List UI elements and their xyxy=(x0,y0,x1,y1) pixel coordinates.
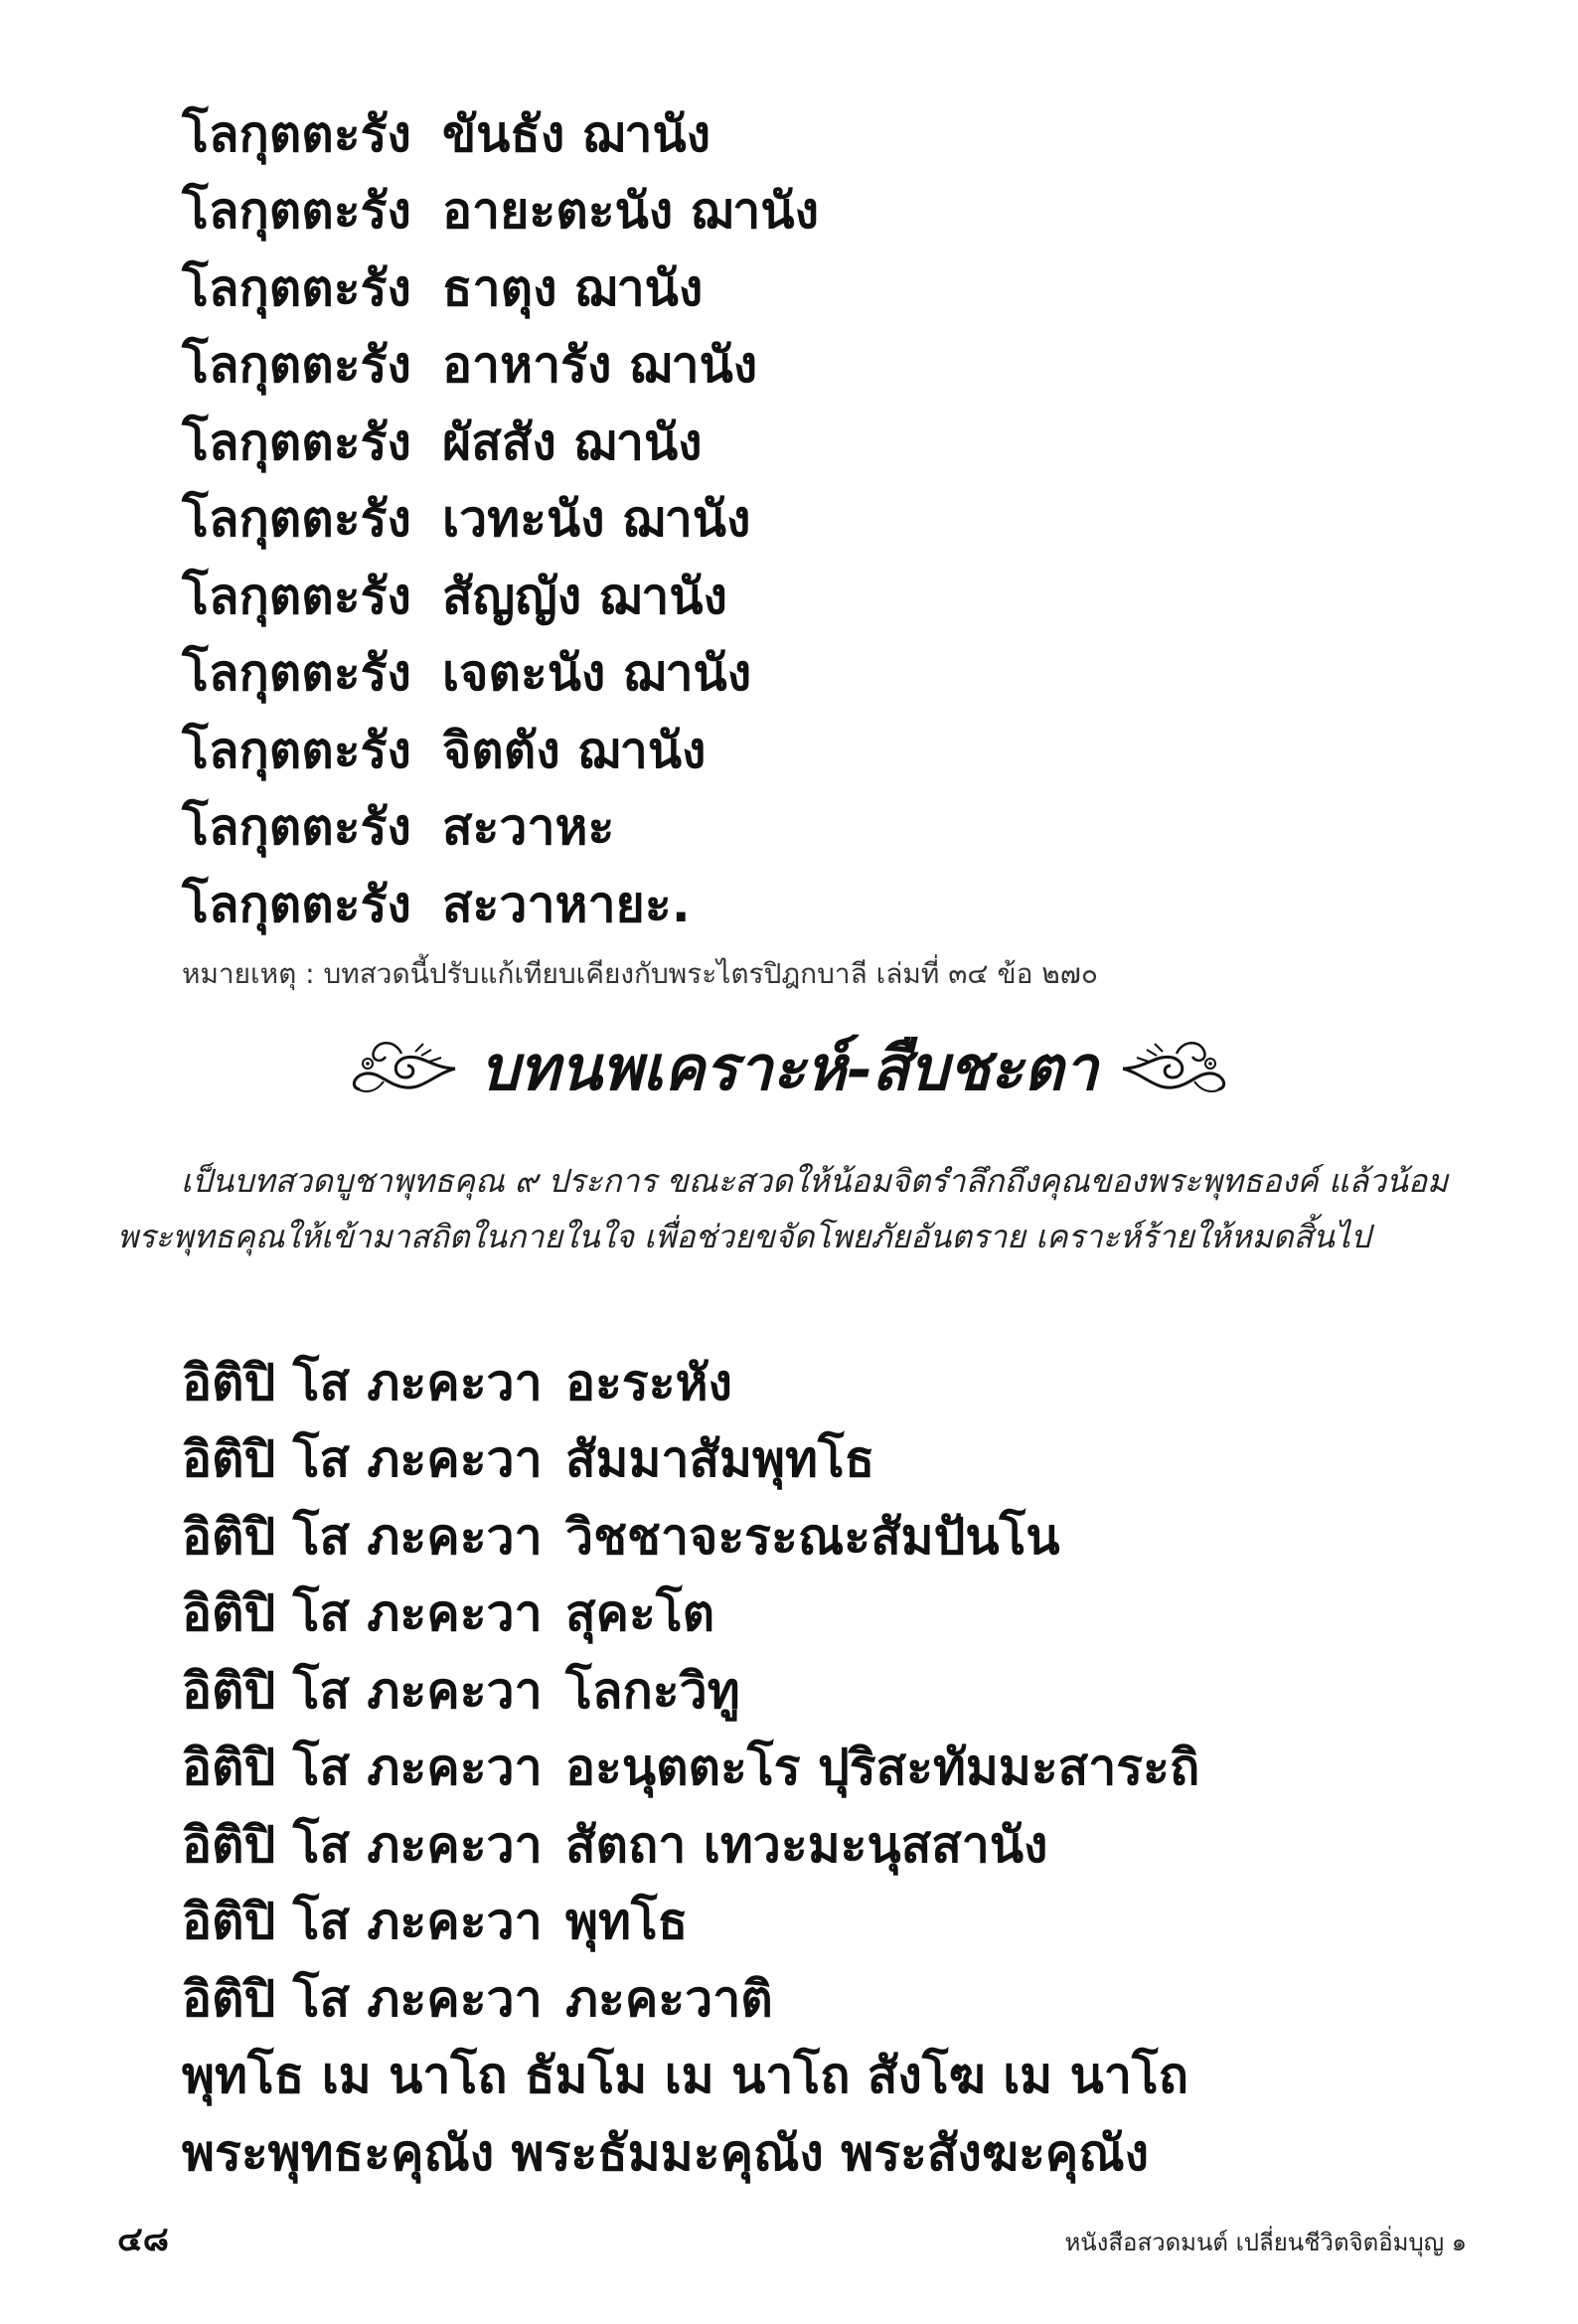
verse-text: เวทะนัง ฌานัง xyxy=(442,490,751,549)
verse-line xyxy=(182,1652,1199,1730)
verse-prefix: โลกุตตะรัง xyxy=(182,798,411,857)
verse-text: โลกะวิทู xyxy=(565,1661,740,1720)
verse-prefix: โลกุตตะรัง xyxy=(182,567,411,625)
verse-text: พุทโธ xyxy=(565,1893,689,1951)
verse-line xyxy=(182,327,819,405)
footnote-remark: หมายเหตุ : บทสวดนี้ปรับแก้เทียบเคียงกับพระไตรปิฎกบาลี เล่มที่ ๓๔ ข้อ ๒๗๐ xyxy=(182,957,1098,990)
verse-line xyxy=(182,1498,1199,1576)
verse-text: ผัสสัง ฌานัง xyxy=(442,413,703,471)
verse-line xyxy=(182,1960,1199,2038)
verse-prefix: อิติปิ โส ภะคะวา xyxy=(182,1739,543,1797)
verse-line xyxy=(182,866,819,943)
verse-text: สัญญัง ฌานัง xyxy=(442,567,727,625)
verse-prefix: อิติปิ โส ภะคะวา xyxy=(182,1815,543,1874)
verse-text: อายะตะนัง ฌานัง xyxy=(442,182,819,241)
page-number: ๔๘ xyxy=(117,2220,169,2259)
verse-line xyxy=(182,635,819,713)
verse-block-lokuttara xyxy=(182,95,819,943)
verse-prefix: อิติปิ โส ภะคะวา xyxy=(182,1969,543,2028)
verse-prefix: โลกุตตะรัง xyxy=(182,644,411,703)
intro-text: เป็นบทสวดบูชาพุทธคุณ ๙ ประการ ขณะสวดให้น้อมจิตรำลึกถึงคุณของพระพุทธองค์ แล้วน้อมพระพุทธคุณให้เข้ามาสถิตในกายในใจ เพื่อช่วยขจัดโพยภัยอันตราย เคราะห์ร้ายให้หมดสิ้นไป xyxy=(117,1162,1449,1255)
verse-text: เจตะนัง ฌานัง xyxy=(442,644,752,703)
verse-line xyxy=(182,481,819,559)
verse-prefix: อิติปิ โส ภะคะวา xyxy=(182,1353,543,1411)
verse-text: สัตถา เทวะมะนุสสานัง xyxy=(565,1815,1048,1874)
verse-text: อาหารัง ฌานัง xyxy=(442,336,758,395)
verse-prefix: อิติปิ โส ภะคะวา xyxy=(182,1893,543,1951)
verse-text: ภะคะวาติ xyxy=(565,1969,773,2028)
verse-line xyxy=(182,404,819,481)
verse-text: ธาตุง ฌานัง xyxy=(442,258,704,317)
verse-text: สะวาหายะ. xyxy=(442,875,691,933)
section-heading xyxy=(0,1009,1578,1128)
verse-text: สัมมาสัมพุทโธ xyxy=(565,1430,875,1489)
verse-prefix: โลกุตตะรัง xyxy=(182,104,411,163)
footer-book-title: หนังสือสวดมนต์ เปลี่ยนชีวิตจิตอิ่มบุญ ๑ xyxy=(1064,2229,1467,2256)
verse-text: อะระหัง xyxy=(565,1353,732,1411)
verse-line xyxy=(182,712,819,789)
verse-block-itipiso xyxy=(182,1344,1199,2192)
floral-flourish-icon xyxy=(1120,1034,1234,1103)
verse-text: สะวาหะ xyxy=(442,798,615,857)
section-title: บทนพเคราะห์-สืบชะตา xyxy=(480,1032,1098,1104)
verse-line xyxy=(182,1344,1199,1421)
verse-line xyxy=(182,1576,1199,1653)
floral-flourish-icon xyxy=(344,1034,458,1103)
verse-prefix: อิติปิ โส ภะคะวา xyxy=(182,1584,543,1643)
verse-prefix: อิติปิ โส ภะคะวา xyxy=(182,1661,543,1720)
verse-prefix: อิติปิ โส ภะคะวา xyxy=(182,1507,543,1566)
verse-text: สุคะโต xyxy=(565,1584,715,1643)
verse-text: จิตตัง ฌานัง xyxy=(442,721,707,779)
verse-line xyxy=(182,1884,1199,1961)
intro-paragraph xyxy=(117,1153,1469,1264)
verse-prefix: โลกุตตะรัง xyxy=(182,258,411,317)
verse-line xyxy=(182,1730,1199,1807)
verse-text: วิชชาจะระณะสัมปันโน xyxy=(565,1507,1060,1566)
verse-prefix: โลกุตตะรัง xyxy=(182,875,411,933)
closing-line: พุทโธ เม นาโถ ธัมโม เม นาโถ สังโฆ เม นาโถ xyxy=(182,2047,1189,2105)
verse-line xyxy=(182,789,819,867)
verse-prefix: โลกุตตะรัง xyxy=(182,490,411,549)
verse-line xyxy=(182,95,819,173)
verse-line xyxy=(182,558,819,635)
verse-text: ขันธัง ฌานัง xyxy=(442,104,711,163)
verse-line xyxy=(182,173,819,250)
verse-text: อะนุตตะโร ปุริสะทัมมะสาระถิ xyxy=(565,1739,1200,1797)
verse-prefix: โลกุตตะรัง xyxy=(182,413,411,471)
verse-prefix: โลกุตตะรัง xyxy=(182,182,411,241)
verse-prefix: อิติปิ โส ภะคะวา xyxy=(182,1430,543,1489)
verse-prefix: โลกุตตะรัง xyxy=(182,336,411,395)
verse-line xyxy=(182,1421,1199,1499)
verse-line xyxy=(182,1806,1199,1884)
verse-line xyxy=(182,249,819,327)
closing-line: พระพุทธะคุณัง พระธัมมะคุณัง พระสังฆะคุณัง xyxy=(182,2123,1150,2182)
verse-prefix: โลกุตตะรัง xyxy=(182,721,411,779)
